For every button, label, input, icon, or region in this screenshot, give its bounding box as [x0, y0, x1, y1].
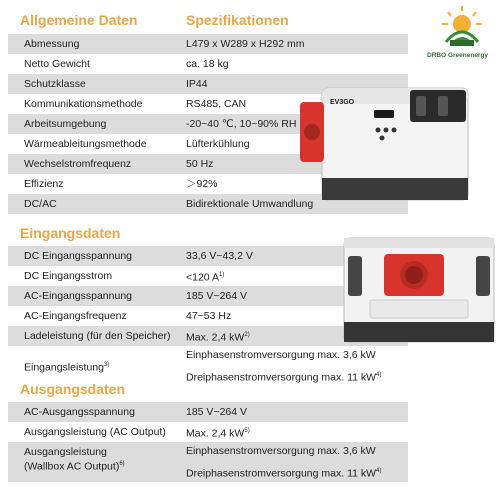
row-value: 47~53 Hz: [186, 310, 232, 322]
row-value: 185 V~264 V: [186, 406, 248, 418]
row-value: Max. 2,4 $kW^{2)}$: [186, 331, 250, 344]
row-value: <120 $A^{1)}$: [186, 271, 225, 284]
general-row: [8, 54, 408, 74]
row-key: Arbeitsumgebung: [24, 118, 107, 130]
device-label: EV3GO: [330, 99, 355, 106]
row-key: Abmessung: [24, 38, 80, 50]
row-value: Einphasenstromversorgung max. 3,6 kW: [186, 445, 376, 457]
device-side-image: [340, 228, 498, 348]
device-front-image: [298, 82, 490, 210]
row-value: Lüfterkühlung: [186, 138, 250, 150]
row-key: DC Eingangsspannung: [24, 250, 132, 262]
row-value-2: Dreiphasenstromversorgung max. 11 $kW^{4)}$: [186, 467, 382, 479]
row-value: Max. 2,4 $kW^{5)}$: [186, 427, 250, 440]
row-key: Netto Gewicht: [24, 58, 90, 70]
row-value: L479 x W289 x H292 mm: [186, 38, 305, 50]
row-value: IP44: [186, 78, 208, 90]
general-row: [8, 34, 408, 54]
input-row: [8, 346, 408, 386]
row-key: Schutzklasse: [24, 78, 86, 90]
row-key: Effizienz: [24, 178, 64, 190]
row-key: DC Eingangsstrom: [24, 270, 113, 282]
row-key: AC-Ausgangsspannung: [24, 406, 135, 418]
row-value-2: Dreiphasenstromversorgung max. 11 $kW^{4)}$: [186, 371, 382, 383]
row-value: Einphasenstromversorgung max. 3,6 kW: [186, 349, 376, 361]
row-key: DC/AC: [24, 198, 57, 210]
row-key: Kommunikationsmethode: [24, 98, 143, 110]
output-row: [8, 442, 408, 482]
row-value: Bidirektionale Umwandlung: [186, 198, 314, 210]
row-value: 50 Hz: [186, 158, 214, 170]
output-row: [8, 402, 408, 422]
row-key: AC-Eingangsfrequenz: [24, 310, 127, 322]
row-key: Ausgangsleistung (AC Output): [24, 426, 166, 438]
row-key: AC-Eingangsspannung: [24, 290, 132, 302]
spec-header: Spezifikationen: [186, 12, 289, 28]
row-value: 185 V~264 V: [186, 290, 248, 302]
row-key: Wechselstromfrequenz: [24, 158, 132, 170]
output-header: Ausgangsdaten: [20, 381, 126, 397]
output-row: [8, 422, 408, 442]
brand-name: DRBO Greenenergy: [427, 52, 489, 59]
general-header: Allgemeine Daten: [20, 12, 138, 28]
row-value: 33,6 V~43,2 V: [186, 250, 253, 262]
row-key: Wärmeableitungsmethode: [24, 138, 147, 150]
row-key: Ladeleistung (für den Speicher): [24, 330, 171, 342]
row-value: -20~40 ℃, 10~90% RH: [186, 118, 297, 130]
row-value: ＞92%: [186, 178, 218, 190]
row-value: ca. 18 kg: [186, 58, 229, 70]
row-key: Eingangsleistung$^{3)}$: [24, 361, 110, 374]
row-key: Ausgangsleistung (Wallbox AC Output)$^{6)}$: [24, 446, 125, 473]
input-header: Eingangsdaten: [20, 225, 121, 241]
row-value: RS485, CAN: [186, 98, 247, 110]
